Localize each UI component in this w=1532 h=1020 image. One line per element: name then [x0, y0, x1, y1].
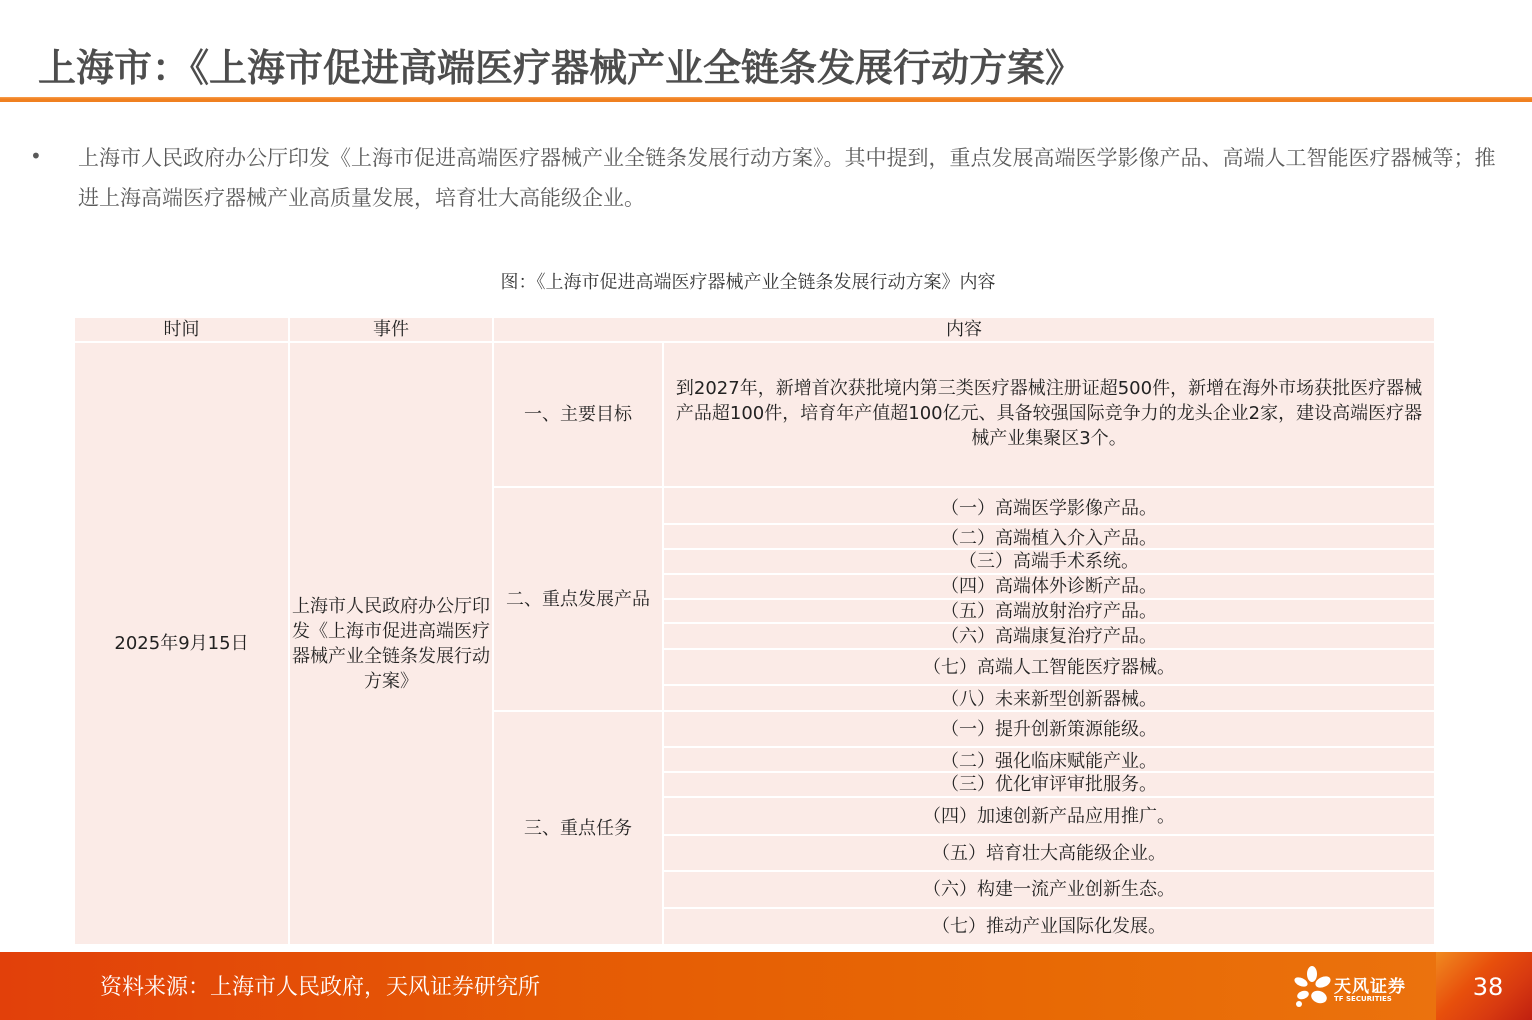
header-content: 内容 — [494, 318, 1434, 341]
bullet-icon: • — [30, 144, 42, 168]
product-item: （七）高端人工智能医疗器械。 — [664, 650, 1434, 684]
product-item: （三）高端手术系统。 — [664, 550, 1434, 573]
task-item: （三）优化审评审批服务。 — [664, 773, 1434, 796]
page-number: 38 — [1472, 973, 1504, 1001]
header-event: 事件 — [290, 318, 492, 341]
product-item: （五）高端放射治疗产品。 — [664, 600, 1434, 622]
product-item: （四）高端体外诊断产品。 — [664, 575, 1434, 598]
time-cell: 2025年9月15日 — [75, 343, 288, 944]
task-item: （四）加速创新产品应用推广。 — [664, 798, 1434, 834]
product-item: （六）高端康复治疗产品。 — [664, 624, 1434, 648]
figure-caption: 图：《上海市促进高端医疗器械产业全链条发展行动方案》内容 — [500, 272, 996, 293]
page-title: 上海市：《上海市促进高端医疗器械产业全链条发展行动方案》 — [38, 46, 1084, 90]
source-note: 资料来源：上海市人民政府，天风证券研究所 — [100, 975, 541, 1000]
content-table — [75, 318, 1434, 944]
task-item: （五）培育壮大高能级企业。 — [664, 836, 1434, 870]
task-item: （七）推动产业国际化发展。 — [664, 909, 1434, 944]
task-item: （二）强化临床赋能产业。 — [664, 748, 1434, 771]
title-divider — [0, 97, 1532, 102]
group-label-goals: 一、主要目标 — [494, 343, 662, 486]
brand-logo — [1292, 966, 1412, 1008]
task-item: （一）提升创新策源能级。 — [664, 712, 1434, 746]
product-item: （八）未来新型创新器械。 — [664, 686, 1434, 710]
summary-paragraph: 上海市人民政府办公厅印发《上海市促进高端医疗器械产业全链条发展行动方案》。其中提到，重点发展高端医学影像产品、高端人工智能医疗器械等；推进上海高端医疗器械产业高质量发展，培育壮大高能级企业。 — [78, 146, 1496, 210]
logo-text-en: TF SECURITIES — [1334, 995, 1392, 1003]
task-item: （六）构建一流产业创新生态。 — [664, 872, 1434, 907]
header-time: 时间 — [75, 318, 288, 341]
flower-logo-icon — [1292, 966, 1332, 1008]
group-label-products: 二、重点发展产品 — [494, 488, 662, 710]
logo-text-cn: 天风证券 — [1334, 977, 1406, 997]
product-item: （二）高端植入介入产品。 — [664, 525, 1434, 548]
group-label-tasks: 三、重点任务 — [494, 712, 662, 944]
event-cell: 上海市人民政府办公厅印发《上海市促进高端医疗器械产业全链条发展行动方案》 — [290, 343, 492, 944]
goals-content: 到2027年，新增首次获批境内第三类医疗器械注册证超500件，新增在海外市场获批医疗器械产品超100件，培育年产值超100亿元、具备较强国际竞争力的龙头企业2家，建设高端医疗器械产业集聚区3个。 — [664, 343, 1434, 486]
product-item: （一）高端医学影像产品。 — [664, 488, 1434, 523]
